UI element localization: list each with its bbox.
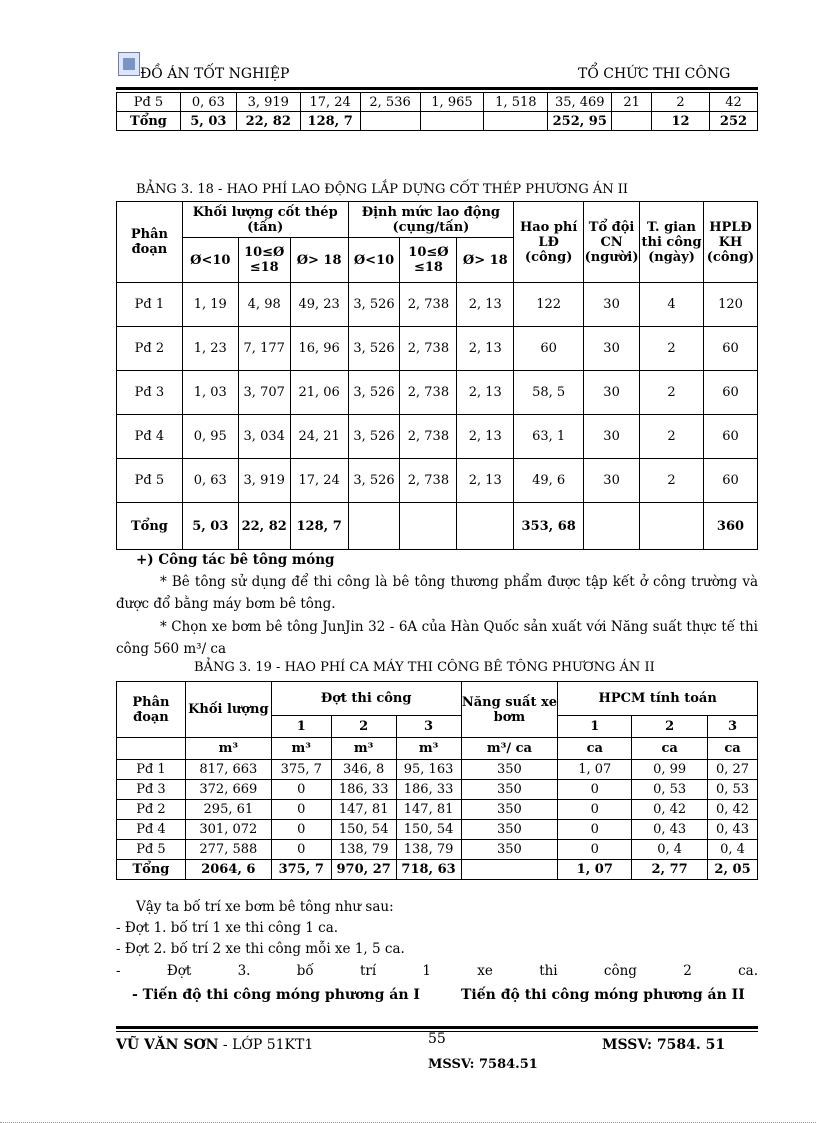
table-row xyxy=(117,415,758,459)
table-cell: 0, 63 xyxy=(180,93,236,112)
t18-h-haophi: Hao phí LĐ (công) xyxy=(514,202,584,283)
school-logo-icon xyxy=(118,52,140,76)
table-cell: 1, 03 xyxy=(182,371,238,415)
header-right: TỔ CHỨC THI CÔNG xyxy=(578,66,731,82)
table-cell: 0 xyxy=(271,780,331,800)
t19-unit: ca xyxy=(632,738,708,760)
table-cell: 30 xyxy=(584,371,640,415)
table-cell: 150, 54 xyxy=(396,820,461,840)
table-cell: 2, 738 xyxy=(400,459,457,503)
table-cell xyxy=(461,860,558,880)
page-number: 55 xyxy=(428,1031,446,1047)
table-cell: 0, 42 xyxy=(632,800,708,820)
table-cell: 3, 526 xyxy=(348,327,400,371)
table-cell: 0, 53 xyxy=(632,780,708,800)
table-cell: Pđ 4 xyxy=(117,415,183,459)
table-cell: 2, 13 xyxy=(457,415,514,459)
table-row xyxy=(117,760,758,780)
table-cell: 95, 163 xyxy=(396,760,461,780)
table-row xyxy=(117,820,758,840)
t18-sub: 10≤Ø ≤18 xyxy=(238,238,290,283)
table-cell: 1, 07 xyxy=(558,760,632,780)
table-cell: 2 xyxy=(640,459,704,503)
table-cell: 0, 63 xyxy=(182,459,238,503)
header-rule xyxy=(116,87,758,90)
table-cell: 17, 24 xyxy=(290,459,348,503)
t19-num: 2 xyxy=(632,716,708,738)
table-cell: 817, 663 xyxy=(185,760,271,780)
table-cell: 49, 6 xyxy=(514,459,584,503)
t18-h-tgian: T. gian thi công (ngày) xyxy=(640,202,704,283)
t18-h-phan: Phân đoạn xyxy=(117,202,183,283)
table-cell: 0 xyxy=(558,820,632,840)
table-cell: 1, 518 xyxy=(484,93,548,112)
table-cell: 0, 27 xyxy=(708,760,758,780)
table-cell: 21, 06 xyxy=(290,371,348,415)
schedule-2: Tiến độ thi công móng phương án II xyxy=(461,987,745,1003)
table-cell: Pđ 5 xyxy=(117,459,183,503)
footer-class: - LỚP 51KT1 xyxy=(222,1037,314,1053)
t18-h-khoi: Khối lượng cốt thép (tấn) xyxy=(182,202,348,238)
table-cell: 60 xyxy=(703,327,757,371)
table-cell: 0, 4 xyxy=(632,840,708,860)
text2-line3-word: - xyxy=(116,963,121,979)
table-cell: 35, 469 xyxy=(548,93,612,112)
table-cell: 24, 21 xyxy=(290,415,348,459)
table-cell: 0 xyxy=(271,840,331,860)
table-cell: 0, 53 xyxy=(708,780,758,800)
table-cell: 3, 919 xyxy=(236,93,300,112)
table-row xyxy=(117,860,758,880)
table-cell: 22, 82 xyxy=(236,112,300,131)
table19 xyxy=(116,681,758,880)
table-cell: 17, 24 xyxy=(300,93,360,112)
table-cell: Tổng xyxy=(117,503,183,550)
table-cell: 138, 79 xyxy=(331,840,396,860)
table-cell: 0, 4 xyxy=(708,840,758,860)
table-cell: 60 xyxy=(514,327,584,371)
table-row xyxy=(117,283,758,327)
table18 xyxy=(116,201,758,550)
table-cell: 0 xyxy=(558,840,632,860)
table-cell: 128, 7 xyxy=(300,112,360,131)
header-left: ĐỒ ÁN TỐT NGHIỆP xyxy=(140,66,290,82)
paragraph-2: * Chọn xe bơm bê tông JunJin 32 - 6A của Hàn Quốc sản xuất với Năng suất thực tế thi công 560 m³/ ca xyxy=(116,619,758,657)
table-cell: 30 xyxy=(584,459,640,503)
table-cell: Pđ 1 xyxy=(117,283,183,327)
table-cell: 3, 919 xyxy=(238,459,290,503)
text2-line3 xyxy=(116,961,758,981)
table-cell: 3, 526 xyxy=(348,371,400,415)
table-cell: 0 xyxy=(271,820,331,840)
table-cell: 372, 669 xyxy=(185,780,271,800)
t18-h-dinh: Định mức lao động (cụng/tấn) xyxy=(348,202,514,238)
t19-num: 3 xyxy=(396,716,461,738)
schedule-1: - Tiến độ thi công móng phương án I xyxy=(132,987,420,1003)
paragraph-1: * Bê tông sử dụng để thi công là bê tông thương phẩm được tập kết ở công trường và được đổ bằng máy bơm bê tông. xyxy=(116,574,758,612)
top-table-continuation xyxy=(116,92,758,131)
table-cell: 186, 33 xyxy=(331,780,396,800)
table-cell: 58, 5 xyxy=(514,371,584,415)
table-row xyxy=(117,800,758,820)
table-cell: 360 xyxy=(703,503,757,550)
table-cell: 60 xyxy=(703,371,757,415)
table-cell: 63, 1 xyxy=(514,415,584,459)
t19-h-phan: Phân đoạn xyxy=(117,682,186,738)
t19-unit: m³ xyxy=(331,738,396,760)
table-cell xyxy=(400,503,457,550)
t18-sub: 10≤Ø ≤18 xyxy=(400,238,457,283)
table-row xyxy=(117,503,758,550)
table-cell: 2, 77 xyxy=(632,860,708,880)
table-cell: 2, 13 xyxy=(457,371,514,415)
table-cell: 0, 43 xyxy=(632,820,708,840)
table-cell: 2, 536 xyxy=(360,93,420,112)
table-cell: 3, 526 xyxy=(348,283,400,327)
table-cell: 3, 526 xyxy=(348,415,400,459)
table-cell: 0 xyxy=(558,780,632,800)
text2-line3-word: 1 xyxy=(422,963,432,979)
table-cell: 350 xyxy=(461,760,558,780)
table-cell: 2, 13 xyxy=(457,327,514,371)
t18-h-hpld: HPLĐ KH (công) xyxy=(703,202,757,283)
t18-sub: Ø> 18 xyxy=(457,238,514,283)
table-cell: 147, 81 xyxy=(331,800,396,820)
table-cell xyxy=(457,503,514,550)
text2-line3-word: xe xyxy=(477,963,493,979)
table-cell xyxy=(360,112,420,131)
table-cell: 0, 43 xyxy=(708,820,758,840)
t19-h-dot: Đợt thi công xyxy=(271,682,461,716)
footer-name: VŨ VĂN SƠN xyxy=(116,1037,219,1053)
table-cell: 42 xyxy=(710,93,758,112)
table-cell: 0 xyxy=(271,800,331,820)
table-cell: 0, 99 xyxy=(632,760,708,780)
table-cell: 353, 68 xyxy=(514,503,584,550)
table-cell: 2064, 6 xyxy=(185,860,271,880)
table-cell: 1, 19 xyxy=(182,283,238,327)
table-cell: 350 xyxy=(461,780,558,800)
text2-line3-word: 3. xyxy=(237,963,251,979)
table-cell: 0, 42 xyxy=(708,800,758,820)
table-row xyxy=(117,93,758,112)
table-cell: 252, 95 xyxy=(548,112,612,131)
table-cell: Pđ 4 xyxy=(117,820,186,840)
table-cell: 252 xyxy=(710,112,758,131)
table-cell: 30 xyxy=(584,415,640,459)
t19-unit: ca xyxy=(558,738,632,760)
table-cell: 1, 23 xyxy=(182,327,238,371)
table-cell: 4 xyxy=(640,283,704,327)
table-cell: 301, 072 xyxy=(185,820,271,840)
table-cell xyxy=(484,112,548,131)
table-cell: 350 xyxy=(461,840,558,860)
table-cell: 60 xyxy=(703,415,757,459)
text2-line3-word: công xyxy=(603,963,637,979)
table-cell: 128, 7 xyxy=(290,503,348,550)
table-row xyxy=(117,840,758,860)
table-cell: 375, 7 xyxy=(271,860,331,880)
text2-line3-word: Đợt xyxy=(166,963,192,979)
table-cell: 2, 13 xyxy=(457,283,514,327)
table-cell: 2 xyxy=(652,93,710,112)
table-cell: 2 xyxy=(640,371,704,415)
table-cell: 277, 588 xyxy=(185,840,271,860)
table-cell: Tổng xyxy=(117,112,181,131)
table-cell xyxy=(348,503,400,550)
table-cell: Pđ 2 xyxy=(117,327,183,371)
text2-line3-word: thi xyxy=(539,963,558,979)
t18-sub: Ø<10 xyxy=(182,238,238,283)
text2-line3-word: ca. xyxy=(738,963,758,979)
table-cell: 138, 79 xyxy=(396,840,461,860)
t19-h-nangsuat: Năng suất xe bơm xyxy=(461,682,558,738)
table-cell: 16, 96 xyxy=(290,327,348,371)
table-cell: 2 xyxy=(640,415,704,459)
table-cell: 4, 98 xyxy=(238,283,290,327)
table-cell: 2, 738 xyxy=(400,415,457,459)
table-cell: 346, 8 xyxy=(331,760,396,780)
table-row xyxy=(117,371,758,415)
table-cell: 120 xyxy=(703,283,757,327)
t19-unit: m³ xyxy=(396,738,461,760)
table-cell: 3, 707 xyxy=(238,371,290,415)
table-cell: Pđ 1 xyxy=(117,760,186,780)
table-cell: 1, 965 xyxy=(420,93,484,112)
text2-line1: - Đợt 1. bố trí 1 xe thi công 1 ca. xyxy=(116,920,339,936)
table-cell: 22, 82 xyxy=(238,503,290,550)
table-cell xyxy=(612,112,652,131)
footer-mssv-right: MSSV: 7584. 51 xyxy=(602,1037,726,1053)
table-cell: 350 xyxy=(461,800,558,820)
table-cell: 0 xyxy=(558,800,632,820)
table-cell: 2, 13 xyxy=(457,459,514,503)
text2-line2: - Đợt 2. bố trí 2 xe thi công mỗi xe 1, 5 ca. xyxy=(116,941,405,957)
table-cell: 147, 81 xyxy=(396,800,461,820)
table-cell: Pđ 5 xyxy=(117,840,186,860)
table-cell: 186, 33 xyxy=(396,780,461,800)
table-cell: 2, 738 xyxy=(400,371,457,415)
table-cell: 2 xyxy=(640,327,704,371)
t18-sub: Ø<10 xyxy=(348,238,400,283)
table-cell: 3, 526 xyxy=(348,459,400,503)
t19-unit: m³ xyxy=(271,738,331,760)
table-cell: 5, 03 xyxy=(182,503,238,550)
table-cell: 2, 738 xyxy=(400,327,457,371)
section-heading: +) Công tác bê tông móng xyxy=(136,552,335,568)
table-cell: 2, 05 xyxy=(708,860,758,880)
table-cell: 0, 95 xyxy=(182,415,238,459)
table-cell: 718, 63 xyxy=(396,860,461,880)
t18-h-todoi: Tổ đội CN (người) xyxy=(584,202,640,283)
table-cell: 12 xyxy=(652,112,710,131)
table-cell: 1, 07 xyxy=(558,860,632,880)
table-cell: Pđ 3 xyxy=(117,780,186,800)
table-cell xyxy=(640,503,704,550)
table-cell: Pđ 5 xyxy=(117,93,181,112)
t19-num: 2 xyxy=(331,716,396,738)
text2-line3-word: trí xyxy=(359,963,377,979)
table-cell: 295, 61 xyxy=(185,800,271,820)
t19-num: 1 xyxy=(271,716,331,738)
table-cell: 60 xyxy=(703,459,757,503)
text2-line3-word: 2 xyxy=(683,963,692,979)
table-cell: 350 xyxy=(461,820,558,840)
table-cell: 5, 03 xyxy=(180,112,236,131)
table-cell: 30 xyxy=(584,327,640,371)
table-cell: 122 xyxy=(514,283,584,327)
table-cell: 150, 54 xyxy=(331,820,396,840)
t19-unit: m³/ ca xyxy=(461,738,558,760)
table-row xyxy=(117,327,758,371)
table-cell: Pđ 3 xyxy=(117,371,183,415)
table-cell: 30 xyxy=(584,283,640,327)
table-cell: 21 xyxy=(612,93,652,112)
footer-rule xyxy=(116,1026,758,1029)
table-row xyxy=(117,459,758,503)
t19-num: 1 xyxy=(558,716,632,738)
t19-unit: ca xyxy=(708,738,758,760)
table-cell: Pđ 2 xyxy=(117,800,186,820)
table-row xyxy=(117,780,758,800)
t19-unit: m³ xyxy=(185,738,271,760)
table-cell: 7, 177 xyxy=(238,327,290,371)
table-cell: 3, 034 xyxy=(238,415,290,459)
t19-num: 3 xyxy=(708,716,758,738)
table-cell: Tổng xyxy=(117,860,186,880)
text2-intro: Vậy ta bố trí xe bơm bê tông như sau: xyxy=(136,899,394,915)
table-cell xyxy=(584,503,640,550)
table19-caption: BẢNG 3. 19 - HAO PHÍ CA MÁY THI CÔNG BÊ TÔNG PHƯƠNG ÁN II xyxy=(194,660,655,675)
table-cell: 49, 23 xyxy=(290,283,348,327)
footer-mssv-center: MSSV: 7584.51 xyxy=(428,1057,538,1072)
table-cell: 2, 738 xyxy=(400,283,457,327)
table-row xyxy=(117,112,758,131)
t18-sub: Ø> 18 xyxy=(290,238,348,283)
t19-h-hpcm: HPCM tính toán xyxy=(558,682,758,716)
text2-line3-word: bố xyxy=(296,963,314,979)
table18-caption: BẢNG 3. 18 - HAO PHÍ LAO ĐỘNG LẮP DỰNG CỐT THÉP PHƯƠNG ÁN II xyxy=(136,182,629,197)
table-cell: 970, 27 xyxy=(331,860,396,880)
t19-h-khoi: Khối lượng xyxy=(185,682,271,738)
table-cell: 375, 7 xyxy=(271,760,331,780)
footer-author xyxy=(116,1037,313,1053)
table-cell xyxy=(420,112,484,131)
